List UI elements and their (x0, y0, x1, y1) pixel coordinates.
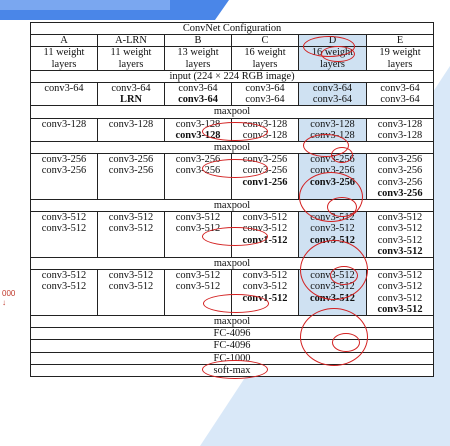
layer-name: conv3-128 (377, 118, 423, 130)
layer-name: conv3-512 (242, 270, 288, 282)
layer-name: conv3-256 (242, 165, 288, 177)
layer-name: conv3-512 (309, 292, 356, 304)
layer-cell (367, 83, 434, 106)
depth-line: layers (51, 58, 77, 70)
layer-cell (165, 270, 232, 316)
layer-name: conv3-256 (108, 154, 154, 166)
depth-line: 16 weight (244, 47, 286, 59)
maxpool-row-row (31, 106, 434, 118)
column-depth-cell (165, 47, 232, 70)
layer-name: conv3-64 (245, 94, 285, 106)
column-letter-cell: B (165, 35, 232, 47)
layer-name: conv3-512 (310, 223, 355, 235)
input-row-row (31, 70, 434, 82)
layer-name: conv3-64 (312, 83, 353, 95)
header-accent-band (0, 0, 170, 10)
depth-line: 11 weight (43, 47, 85, 59)
layer-cell (232, 212, 299, 258)
layer-name: conv3-256 (377, 165, 423, 177)
layer-name: conv3-64 (178, 94, 218, 106)
layer-name: conv3-256 (242, 154, 288, 166)
layer-cell (31, 212, 98, 258)
layer-name: conv3-64 (111, 83, 151, 95)
side-label-arrow: ↓ (2, 298, 6, 307)
layer-name: conv3-128 (310, 118, 355, 130)
layer-name: conv3-512 (108, 281, 154, 293)
column-letter-row (31, 35, 434, 47)
layer-name: LRN (120, 94, 142, 106)
side-label-number: 000 (2, 289, 16, 298)
maxpool-row-row (31, 316, 434, 328)
layer-name: conv3-128 (242, 129, 288, 141)
depth-line: 16 weight (311, 47, 354, 59)
column-letter-cell: C (232, 35, 299, 47)
layer-cell (232, 154, 299, 200)
layer-cell (31, 270, 98, 316)
classifier-row-row (31, 328, 434, 340)
layer-name: conv3-512 (242, 212, 288, 224)
layer-name: conv3-512 (242, 223, 288, 235)
layer-cell (299, 270, 367, 316)
layer-name: conv3-256 (377, 187, 423, 199)
layer-name: conv3-128 (41, 118, 87, 130)
column-depth-cell (98, 47, 165, 70)
conv-block-row (31, 118, 434, 141)
layer-cell (367, 212, 434, 258)
layer-cell (299, 212, 367, 258)
classifier-row-row (31, 340, 434, 352)
maxpool-row-row (31, 258, 434, 270)
depth-line: 19 weight (379, 47, 421, 59)
layer-name: conv3-64 (380, 94, 420, 106)
layer-name: conv3-512 (175, 223, 221, 235)
column-depth-cell (367, 47, 434, 70)
layer-name: conv1-256 (242, 176, 288, 188)
column-depth-cell (232, 47, 299, 70)
layer-name: conv3-256 (310, 154, 355, 166)
layer-name: conv3-256 (309, 176, 356, 188)
depth-line: layers (320, 58, 345, 70)
layer-cell (31, 118, 98, 141)
layer-name: conv3-64 (312, 94, 353, 106)
depth-line: layers (387, 58, 413, 70)
layer-name: conv3-256 (175, 165, 221, 177)
layer-cell (31, 154, 98, 200)
convnet-configuration-table (30, 22, 434, 377)
layer-cell (98, 83, 165, 106)
classifier-row: FC-4096 (31, 340, 434, 352)
maxpool-row-row (31, 142, 434, 154)
maxpool-row: maxpool (31, 106, 434, 118)
layer-cell (232, 83, 299, 106)
layer-cell (299, 154, 367, 200)
layer-name: conv3-512 (377, 292, 423, 304)
layer-name: conv3-512 (108, 270, 154, 282)
layer-name: conv3-512 (41, 270, 87, 282)
layer-name: conv3-512 (310, 270, 355, 282)
layer-name: conv3-512 (377, 212, 423, 224)
layer-name: conv1-512 (242, 292, 288, 304)
classifier-row: soft-max (31, 364, 434, 376)
depth-line: 13 weight (177, 47, 219, 59)
maxpool-row: maxpool (31, 200, 434, 212)
column-letter-cell: D (299, 35, 367, 47)
layer-cell (165, 118, 232, 141)
layer-cell (98, 270, 165, 316)
layer-cell (98, 118, 165, 141)
layer-name: conv3-256 (175, 154, 221, 166)
layer-name: conv3-512 (41, 281, 87, 293)
layer-name: conv3-512 (41, 212, 87, 224)
table-title: ConvNet Configuration (31, 23, 434, 35)
layer-name: conv3-256 (377, 154, 423, 166)
layer-cell (31, 83, 98, 106)
layer-cell (165, 83, 232, 106)
conv-block-row (31, 83, 434, 106)
layer-name: conv3-64 (245, 83, 285, 95)
layer-name: conv3-128 (108, 118, 154, 130)
layer-name: conv3-256 (310, 165, 355, 177)
depth-line: layers (118, 58, 144, 70)
conv-block-row (31, 154, 434, 200)
column-depth-cell (31, 47, 98, 70)
layer-name: conv3-512 (108, 223, 154, 235)
title-row (31, 23, 434, 35)
layer-name: conv3-256 (377, 176, 423, 188)
layer-name: conv3-512 (175, 212, 221, 224)
layer-name: conv3-64 (380, 83, 420, 95)
layer-name: conv3-256 (41, 154, 87, 166)
layer-name: conv3-512 (309, 234, 356, 246)
layer-name: conv3-512 (242, 281, 288, 293)
layer-cell (367, 270, 434, 316)
layer-name: conv3-512 (377, 270, 423, 282)
conv-block-row (31, 270, 434, 316)
layer-name: conv3-128 (242, 118, 288, 130)
layer-name: conv3-256 (108, 165, 154, 177)
layer-name: conv3-256 (41, 165, 87, 177)
layer-name: conv3-512 (41, 223, 87, 235)
layer-name: conv3-512 (310, 212, 355, 224)
side-label (2, 289, 15, 307)
layer-name: conv3-128 (377, 129, 423, 141)
maxpool-row: maxpool (31, 316, 434, 328)
layer-name: conv3-512 (377, 234, 423, 246)
column-letter-cell: E (367, 35, 434, 47)
layer-name: conv3-512 (377, 223, 423, 235)
layer-name: conv3-512 (377, 303, 423, 315)
layer-name: conv3-512 (108, 212, 154, 224)
layer-cell (367, 118, 434, 141)
depth-line: 11 weight (110, 47, 152, 59)
layer-name: conv3-128 (175, 129, 221, 141)
layer-name: conv3-512 (310, 281, 355, 293)
column-depth-row (31, 47, 434, 70)
classifier-row: FC-4096 (31, 328, 434, 340)
layer-cell (98, 212, 165, 258)
classifier-row-row (31, 364, 434, 376)
depth-line: layers (185, 58, 211, 70)
layer-name: conv3-128 (310, 129, 355, 141)
maxpool-row-row (31, 200, 434, 212)
layer-name: conv3-64 (178, 83, 218, 95)
layer-cell (98, 154, 165, 200)
conv-block-row (31, 212, 434, 258)
layer-name: conv3-512 (175, 281, 221, 293)
input-row: input (224 × 224 RGB image) (31, 70, 434, 82)
layer-name: conv3-512 (377, 245, 423, 257)
layer-name: conv3-128 (175, 118, 221, 130)
depth-line: layers (252, 58, 278, 70)
layer-cell (299, 83, 367, 106)
layer-name: conv1-512 (242, 234, 288, 246)
maxpool-row: maxpool (31, 258, 434, 270)
layer-cell (232, 118, 299, 141)
layer-name: conv3-512 (377, 281, 423, 293)
classifier-row: FC-1000 (31, 352, 434, 364)
layer-cell (299, 118, 367, 141)
layer-name: conv3-512 (175, 270, 221, 282)
maxpool-row: maxpool (31, 142, 434, 154)
column-depth-cell (299, 47, 367, 70)
layer-name: conv3-64 (44, 83, 84, 95)
column-letter-cell: A (31, 35, 98, 47)
layer-cell (367, 154, 434, 200)
layer-cell (165, 154, 232, 200)
layer-cell (165, 212, 232, 258)
layer-cell (232, 270, 299, 316)
classifier-row-row (31, 352, 434, 364)
column-letter-cell: A-LRN (98, 35, 165, 47)
